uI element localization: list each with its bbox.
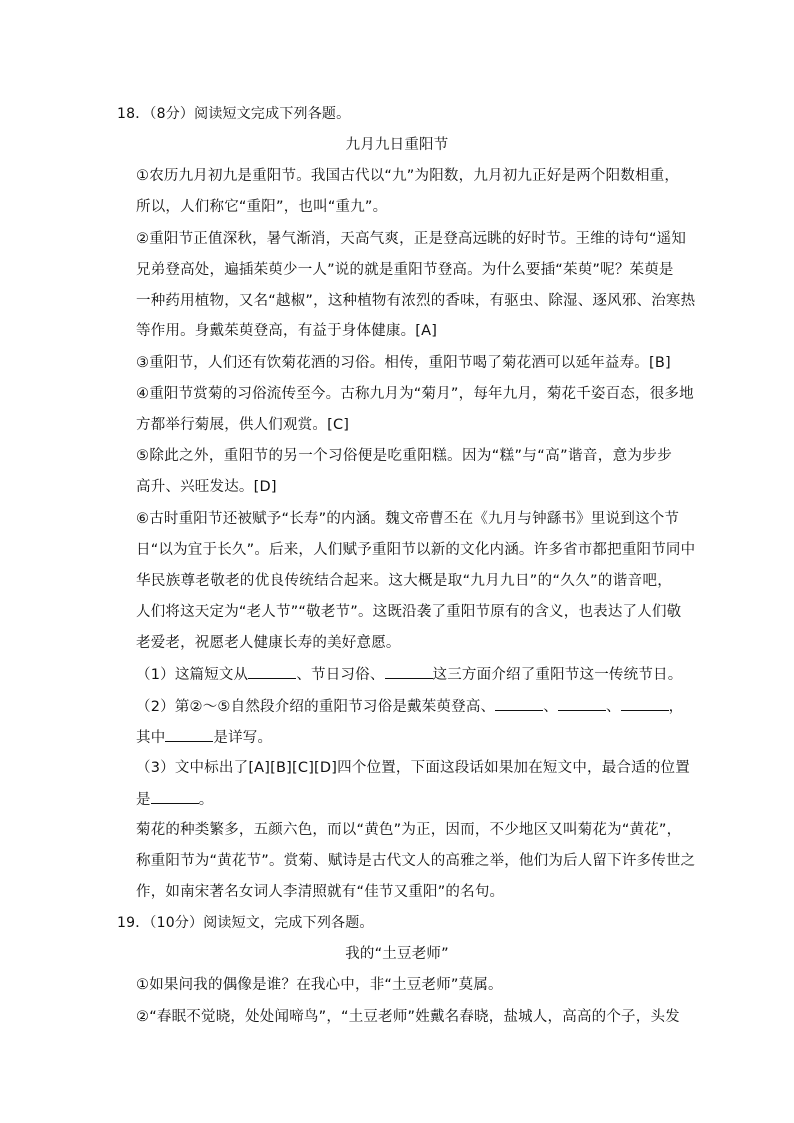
paragraph-1-line: 所以，人们称它“重阳”，也叫“重九”。 bbox=[136, 199, 388, 215]
paragraph-5-line: 高升、兴旺发达。[D] bbox=[136, 479, 277, 495]
answer-blank[interactable] bbox=[385, 664, 433, 679]
paragraph-2-line: 兄弟登高处，遍插茱萸少一人”说的就是重阳节登高。为什么要插“茱萸”呢？茱萸是 bbox=[136, 262, 674, 278]
paragraph-6-line: 华民族尊老敬老的优良传统结合起来。这大概是取“九月九日”的“久久”的谐音吧， bbox=[136, 573, 672, 589]
insert-paragraph-line: 称重阳节为“黄花节”。赏菊、赋诗是古代文人的高雅之举，他们为后人留下许多传世之 bbox=[136, 853, 696, 869]
paragraph-6-line: 老爱老，祝愿老人健康长寿的美好意愿。 bbox=[136, 635, 401, 651]
answer-blank[interactable] bbox=[495, 696, 543, 711]
sub-question-1: （1）这篇短文从 、节日习俗、 这三方面介绍了重阳节这一传统节日。 bbox=[136, 664, 682, 685]
paragraph-6-line: ⑥古时重阳节还被赋予“长寿”的内涵。魏文帝曹丕在《九月与钟繇书》里说到这个节 bbox=[136, 511, 680, 527]
paragraph-1-line: ①农历九月初九是重阳节。我国古代以“九”为阳数，九月初九正好是两个阳数相重， bbox=[136, 168, 680, 184]
paragraph-2-line: 一种药用植物，又名“越椒”，这种植物有浓烈的香味，有驱虫、除湿、逐风邪、治寒热 bbox=[136, 293, 696, 309]
paragraph-1-line: ①如果问我的偶像是谁？在我心中，非“土豆老师”莫属。 bbox=[136, 977, 503, 993]
passage-18-title: 九月九日重阳节 bbox=[345, 137, 449, 153]
paragraph-6-line: 人们将这天定为“老人节”“敬老节”。这既沿袭了重阳节原有的含义，也表达了人们敬 bbox=[136, 604, 682, 620]
question-18-header: 18．（8分）阅读短文完成下列各题。 bbox=[117, 106, 351, 122]
insert-paragraph-line: 作，如南宋著名女词人李清照就有“佳节又重阳”的名句。 bbox=[136, 884, 505, 900]
question-19-header: 19．（10分）阅读短文，完成下列各题。 bbox=[117, 915, 374, 931]
answer-blank[interactable] bbox=[558, 696, 606, 711]
paragraph-2-line: 等作用。身戴茱萸登高，有益于身体健康。[A] bbox=[136, 323, 438, 339]
paragraph-5-line: ⑤除此之外，重阳节的另一个习俗便是吃重阳糕。因为“糕”与“高”谐音，意为步步 bbox=[136, 448, 672, 464]
sub-question-3-cont: 是 。 bbox=[136, 789, 213, 810]
answer-blank[interactable] bbox=[248, 664, 296, 679]
answer-blank[interactable] bbox=[165, 727, 213, 742]
answer-blank[interactable] bbox=[621, 696, 669, 711]
answer-blank[interactable] bbox=[151, 789, 199, 804]
passage-19-title: 我的“土豆老师” bbox=[345, 946, 449, 962]
insert-paragraph-line: 菊花的种类繁多，五颜六色，而以“黄色”为正，因而，不少地区又叫菊花为“黄花”， bbox=[136, 822, 682, 838]
paragraph-4-line: 方都举行菊展，供人们观赏。[C] bbox=[136, 417, 350, 433]
paragraph-3-line: ③重阳节，人们还有饮菊花酒的习俗。相传，重阳节喝了菊花酒可以延年益寿。[B] bbox=[136, 355, 671, 371]
paragraph-2-line: ②“春眠不觉晓，处处闻啼鸟”，“土豆老师”姓戴名春晓，盐城人，高高的个子，头发 bbox=[136, 1009, 680, 1025]
sub-question-2-cont: 其中 是详写。 bbox=[136, 727, 272, 748]
paragraph-2-line: ②重阳节正值深秋，暑气渐消，天高气爽，正是登高远眺的好时节。王维的诗句“遥知 bbox=[136, 231, 687, 247]
sub-question-3: （3）文中标出了[A][B][C][D]四个位置，下面这段话如果加在短文中，最合适的位置 bbox=[136, 760, 690, 776]
paragraph-6-line: 日“以为宜于长久”。后来，人们赋予重阳节以新的文化内涵。许多省市都把重阳节同中 bbox=[136, 542, 696, 558]
paragraph-4-line: ④重阳节赏菊的习俗流传至今。古称九月为“菊月”，每年九月，菊花千姿百态，很多地 bbox=[136, 386, 694, 402]
sub-question-2: （2）第②～⑤自然段介绍的重阳节习俗是戴茱萸登高、 、 、 ， bbox=[136, 696, 683, 717]
